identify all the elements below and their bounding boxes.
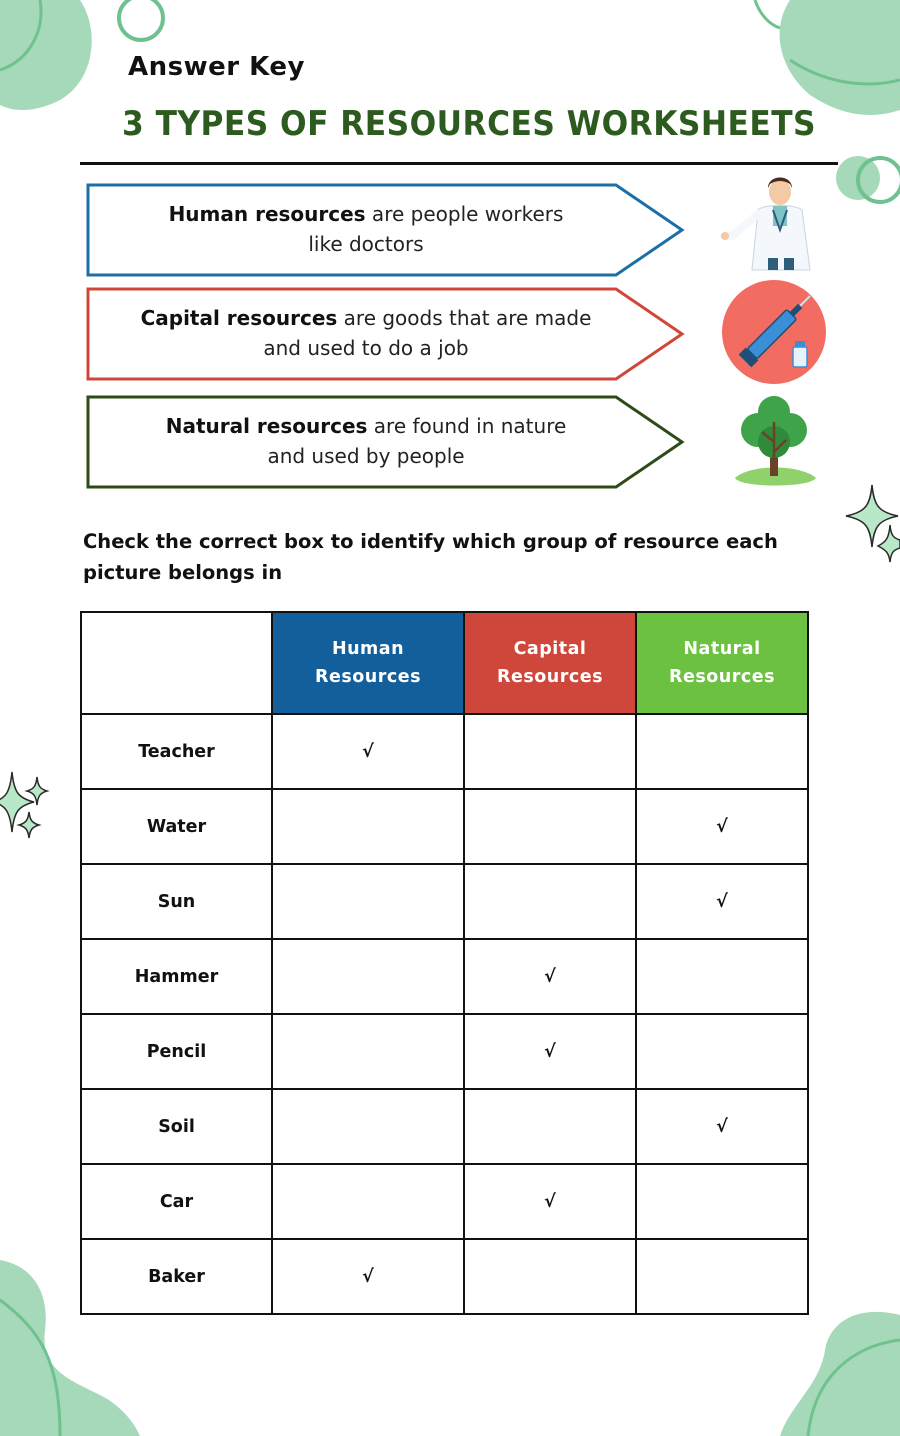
row-item: Soil [81, 1089, 272, 1164]
human-checkbox[interactable] [272, 789, 464, 864]
definition-desc-line2: and used by people [267, 444, 465, 468]
header-line1: Natural [683, 639, 761, 659]
natural-checkbox[interactable] [636, 1239, 808, 1314]
ring-top-left [119, 0, 163, 40]
capital-checkbox[interactable]: √ [464, 1164, 636, 1239]
natural-checkbox[interactable] [636, 714, 808, 789]
human-checkbox[interactable] [272, 939, 464, 1014]
header-blank [81, 612, 272, 714]
human-checkbox[interactable] [272, 864, 464, 939]
row-item: Pencil [81, 1014, 272, 1089]
table-row [81, 939, 808, 1014]
table-row [81, 1164, 808, 1239]
definition-term: Capital resources [140, 306, 338, 330]
capital-checkbox[interactable]: √ [464, 1014, 636, 1089]
natural-checkbox[interactable] [636, 1164, 808, 1239]
row-item: Baker [81, 1239, 272, 1314]
capital-checkbox[interactable] [464, 864, 636, 939]
human-checkbox[interactable]: √ [272, 1239, 464, 1314]
human-checkbox[interactable]: √ [272, 714, 464, 789]
definition-text-human [116, 199, 616, 259]
header-line2: Resources [496, 667, 604, 687]
human-checkbox[interactable] [272, 1164, 464, 1239]
definition-term: Natural resources [165, 414, 368, 438]
capital-checkbox[interactable] [464, 1089, 636, 1164]
row-item: Car [81, 1164, 272, 1239]
capital-checkbox[interactable] [464, 1239, 636, 1314]
instructions: Check the correct box to identify which group of resource each picture belongs in [83, 530, 778, 584]
doctor-icon [718, 170, 818, 274]
capital-checkbox[interactable] [464, 789, 636, 864]
header-line2: Resources [314, 667, 422, 687]
definition-term: Human resources [168, 202, 366, 226]
definition-desc: are people workers [365, 202, 564, 226]
header-human-resources [272, 612, 464, 714]
table-header-row [81, 612, 808, 714]
header-line1: Capital [513, 639, 587, 659]
capital-checkbox[interactable] [464, 714, 636, 789]
row-item: Sun [81, 864, 272, 939]
definition-text-natural [116, 411, 616, 471]
natural-checkbox[interactable]: √ [636, 864, 808, 939]
definition-desc-line2: like doctors [308, 232, 424, 256]
natural-checkbox[interactable]: √ [636, 1089, 808, 1164]
answer-key-label: Answer Key [128, 52, 305, 82]
definition-human [86, 183, 686, 277]
header-line1: Human [331, 639, 405, 659]
definition-desc: are found in nature [367, 414, 567, 438]
tree-icon [730, 392, 820, 492]
definition-desc-line2: and used to do a job [263, 336, 469, 360]
syringe-icon [721, 279, 827, 385]
table-row [81, 714, 808, 789]
table-row [81, 1014, 808, 1089]
natural-checkbox[interactable] [636, 1014, 808, 1089]
row-item: Teacher [81, 714, 272, 789]
page-title: 3 TYPES OF RESOURCES WORKSHEETS [122, 104, 816, 144]
sparkle-right [846, 485, 900, 562]
definition-desc: are goods that are made [337, 306, 592, 330]
human-checkbox[interactable] [272, 1014, 464, 1089]
table-row [81, 1089, 808, 1164]
header-capital-resources [464, 612, 636, 714]
table-row [81, 789, 808, 864]
natural-checkbox[interactable] [636, 939, 808, 1014]
table-row [81, 864, 808, 939]
header-line2: Resources [668, 667, 776, 687]
blob-top-right [780, 0, 900, 115]
row-item: Water [81, 789, 272, 864]
definition-natural [86, 395, 686, 489]
table-row [81, 1239, 808, 1314]
natural-checkbox[interactable]: √ [636, 789, 808, 864]
definition-capital [86, 287, 686, 381]
resource-table [80, 611, 809, 1315]
row-item: Hammer [81, 939, 272, 1014]
sparkle-left [0, 772, 47, 838]
blob-bottom-right [780, 1312, 900, 1436]
definition-text-capital [116, 303, 616, 363]
capital-checkbox[interactable]: √ [464, 939, 636, 1014]
header-natural-resources [636, 612, 808, 714]
title-divider [80, 162, 838, 165]
human-checkbox[interactable] [272, 1089, 464, 1164]
blob-top-left [0, 0, 92, 110]
